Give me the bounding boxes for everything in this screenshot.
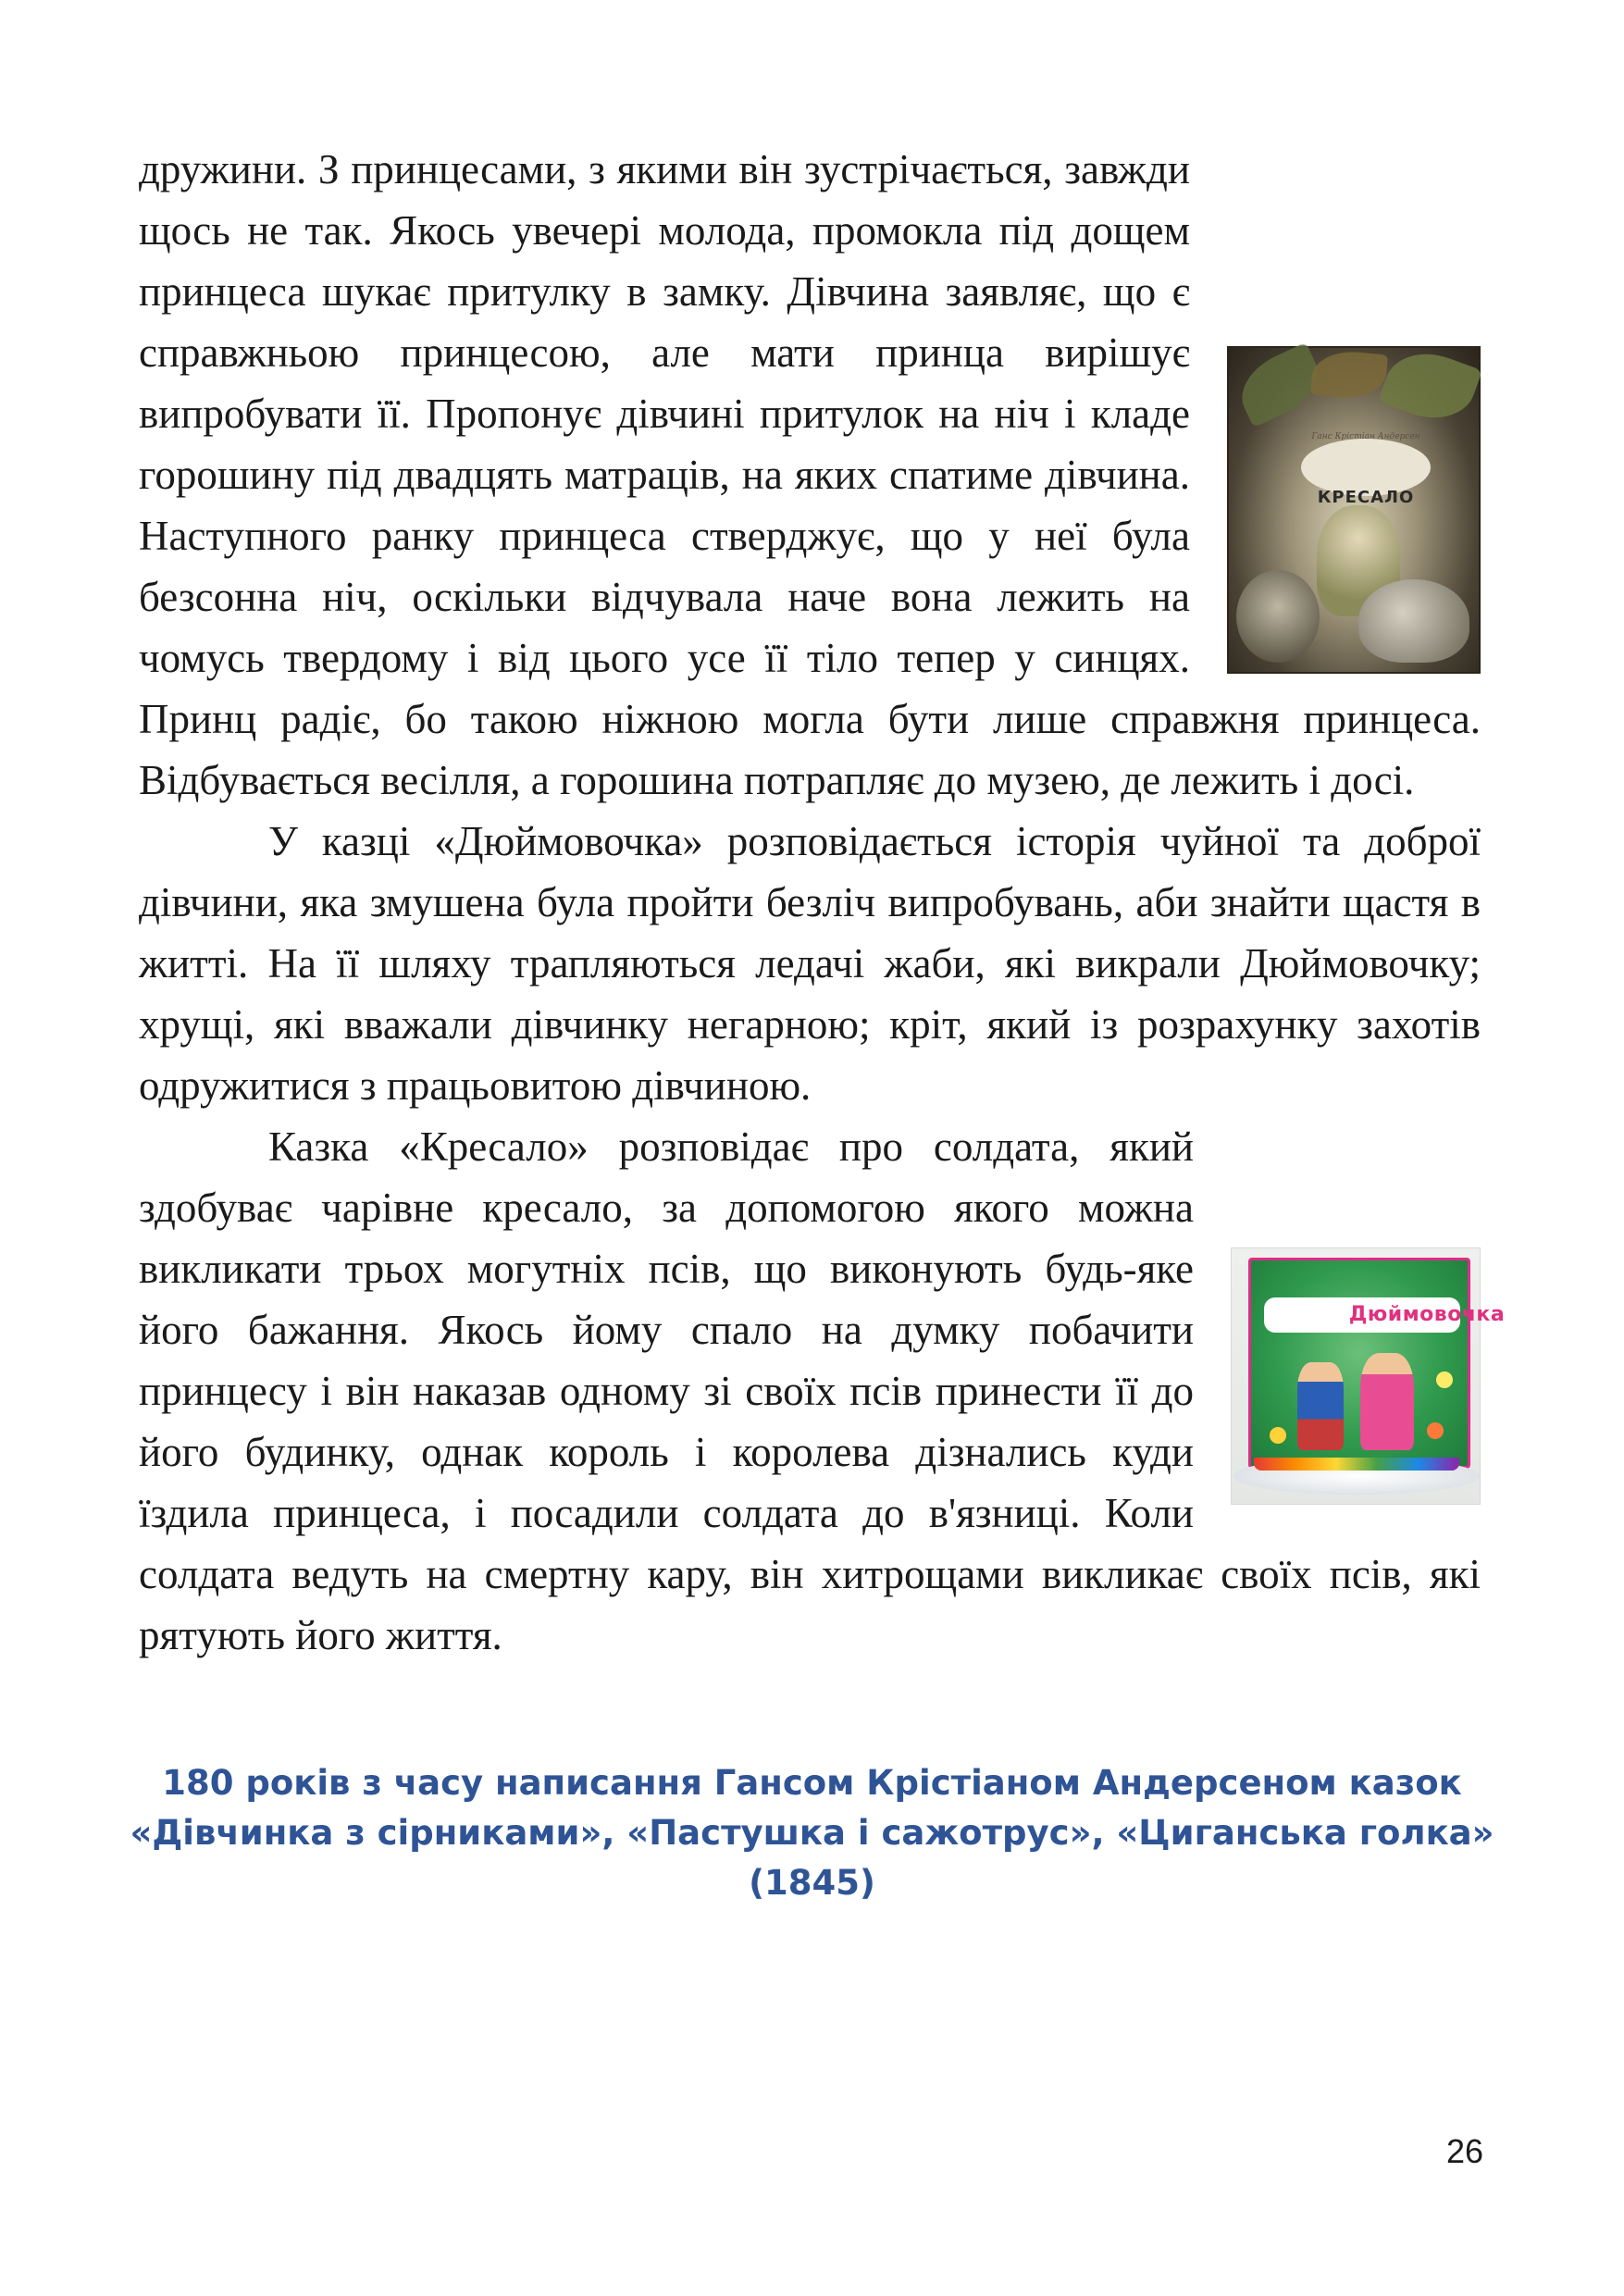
paragraph-3-text: Казка «Кресало» розповідає про солдата, який здобуває чарівне кресало, за допомогою якого можна викликати трьох могутніх псів, що виконують будь-яке його бажання. Якось йому спало на думку побачити принцесу і він наказав одному зі своїх псів принести її до його будинку, однак король і королева дізнались куди їздила принцеса, і посадили солдата до в'язниці. Коли солдата ведуть на смертну кару, він хитрощами викликає своїх псів, які рятують його життя. bbox=[139, 1123, 1481, 1658]
paragraph-2: У казці «Дюймовочка» розповідається історія чуйної та доброї дівчини, яка змушена була пройти безліч випробувань, аби знайти щастя в житті. На її шляху трапляються ледачі жаби, які викрали Дюймовочку; хрущі, які вважали дівчинку негарною; кріт, який із розрахунку захотів одружитися з працьовитою дівчиною. bbox=[139, 818, 1481, 1109]
cover-title-plate bbox=[1301, 432, 1431, 507]
cover-dog-figure bbox=[1358, 579, 1469, 663]
cover-rainbow-strip bbox=[1254, 1458, 1459, 1471]
paragraph-1-text: дружини. З принцесами, з якими він зустрічається, завжди щось не так. Якось увечері молода, промокла під дощем принцеса шукає притулку в замку. Дівчина заявляє, що є справжньою принцесою, але мати принца вирішує випробувати її. Пропонує дівчині притулок на ніч і кладе горошину під двадцять матраців, на яких спатиме дівчина. Наступного ранку принцеса стверджує, що у неї була безсонна ніч, оскільки відчувала наче вона лежить на чомусь твердому і від цього усе її тіло тепер у синцях. Принц радіє, бо такою ніжною могла бути лише справжня принцеса. Відбувається весілля, а горошина потрапляє до музею, де лежить і досі. bbox=[139, 146, 1481, 803]
cover-title-banner: Дюймовочка bbox=[1264, 1297, 1460, 1333]
cover-leaf-decoration bbox=[1310, 349, 1388, 402]
cover-girl-figure bbox=[1360, 1353, 1414, 1450]
page-number: 26 bbox=[1445, 2132, 1483, 2170]
dyuimovochka-book-cover-image bbox=[1231, 1247, 1506, 1505]
cover-author: Ганс Крістіан Андерсен bbox=[1311, 432, 1420, 441]
cover-boy-figure bbox=[1297, 1362, 1344, 1450]
cover-title: КРЕСАЛО bbox=[1317, 488, 1415, 507]
cover-book-body bbox=[1248, 1258, 1506, 1469]
paragraph-3 bbox=[139, 1116, 1506, 1666]
text-block-1 bbox=[139, 139, 1506, 1666]
cover-flower bbox=[1436, 1371, 1453, 1388]
section-heading: 180 років з часу написання Гансом Крістіаном Андерсеном казок «Дівчинка з сірниками», «Пастушка і сажотрус», «Циганська голка» (1845) bbox=[130, 1763, 1494, 1903]
cover-dog-figure bbox=[1236, 570, 1320, 663]
cover-flower bbox=[1270, 1427, 1286, 1444]
cover-flower bbox=[1427, 1422, 1444, 1439]
paragraph-1 bbox=[139, 139, 1481, 811]
kresalo-book-cover-image bbox=[1227, 346, 1481, 674]
